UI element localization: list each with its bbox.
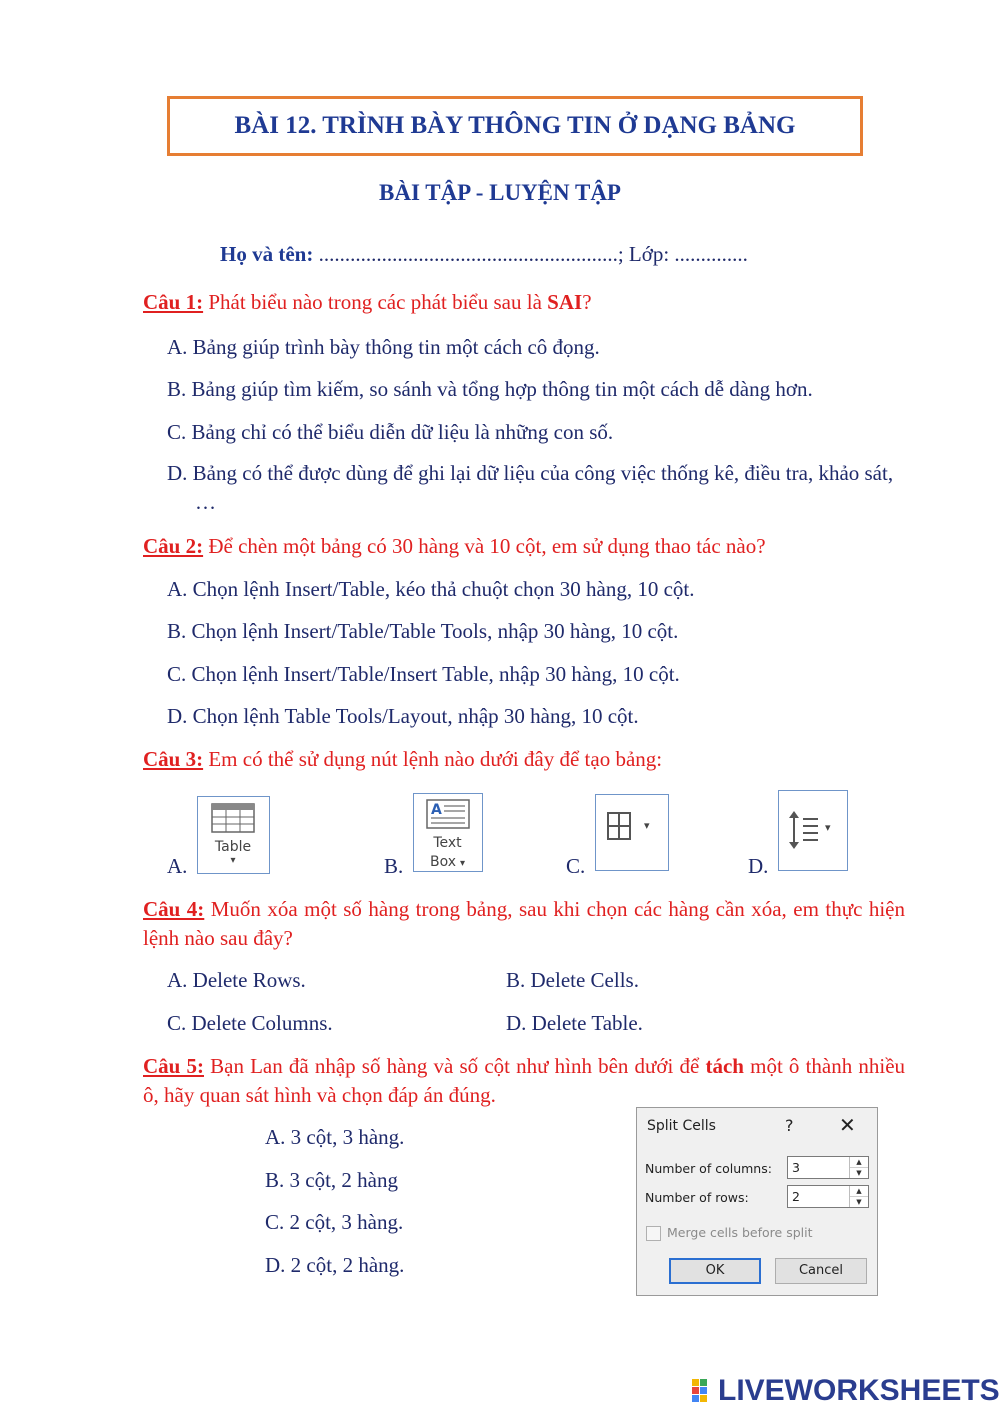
question-5 bbox=[143, 1052, 905, 1110]
q4-option-d[interactable]: D. Delete Table. bbox=[506, 1011, 643, 1035]
borders-icon bbox=[606, 811, 634, 843]
q4-option-c[interactable]: C. Delete Columns. bbox=[167, 1011, 333, 1035]
text-box-label-1: Text bbox=[433, 835, 462, 851]
question-5-label: Câu 5: bbox=[143, 1054, 204, 1078]
q1-option-a[interactable]: A. Bảng giúp trình bày thông tin một cách cô đọng. bbox=[167, 335, 600, 359]
q5-option-b[interactable]: B. 3 cột, 2 hàng bbox=[265, 1168, 398, 1192]
q5-option-d[interactable]: D. 2 cột, 2 hàng. bbox=[265, 1253, 405, 1277]
text-box-icon bbox=[426, 799, 470, 829]
table-icon bbox=[211, 803, 255, 833]
question-5-text: Bạn Lan đã nhập số hàng và số cột như hình bên dưới để bbox=[210, 1054, 700, 1078]
dialog-title: Split Cells bbox=[647, 1118, 716, 1134]
q1-option-c[interactable]: C. Bảng chỉ có thể biểu diễn dữ liệu là những con số. bbox=[167, 420, 614, 444]
question-5-text-end: một ô thành nhiều ô, hãy quan sát hình và chọn đáp án đúng. bbox=[143, 1054, 906, 1107]
q3-letter-c: C. bbox=[566, 854, 586, 878]
chevron-down-icon: ▾ bbox=[460, 858, 466, 869]
q1-option-b[interactable]: B. Bảng giúp tìm kiếm, so sánh và tổng hợp thông tin một cách dễ dàng hơn. bbox=[167, 377, 813, 401]
question-3-label: Câu 3: bbox=[143, 747, 204, 771]
title-box bbox=[167, 96, 863, 156]
split-cells-dialog bbox=[636, 1107, 878, 1296]
rows-spinner[interactable] bbox=[787, 1185, 869, 1208]
logo-icon bbox=[692, 1379, 716, 1403]
q2-option-d[interactable]: D. Chọn lệnh Table Tools/Layout, nhập 30 hàng, 10 cột. bbox=[167, 704, 639, 728]
q2-option-a[interactable]: A. Chọn lệnh Insert/Table, kéo thả chuột chọn 30 hàng, 10 cột. bbox=[167, 577, 695, 601]
question-2-label: Câu 2: bbox=[143, 534, 204, 558]
table-button-label: Table bbox=[214, 839, 252, 855]
merge-checkbox-label: Merge cells before split bbox=[667, 1225, 813, 1240]
rows-spin-arrows[interactable] bbox=[849, 1186, 868, 1207]
spin-up-icon[interactable]: ▲ bbox=[856, 1158, 862, 1166]
rows-value[interactable]: 2 bbox=[792, 1189, 800, 1204]
q3-letter-a: A. bbox=[167, 854, 188, 878]
subtitle: BÀI TẬP - LUYỆN TẬP bbox=[379, 180, 621, 205]
columns-spinner[interactable] bbox=[787, 1156, 869, 1179]
question-3-text: Em có thể sử dụng nút lệnh nào dưới đây để tạo bảng: bbox=[208, 747, 663, 771]
spin-down-icon[interactable]: ▼ bbox=[850, 1196, 868, 1207]
question-1 bbox=[143, 290, 592, 315]
ok-button[interactable]: OK bbox=[669, 1258, 761, 1284]
table-button[interactable] bbox=[197, 796, 270, 874]
columns-label: Number of columns: bbox=[645, 1161, 772, 1176]
borders-button[interactable] bbox=[595, 794, 669, 871]
text-box-label-2: Box bbox=[429, 854, 456, 870]
chevron-down-icon: ▾ bbox=[230, 855, 236, 866]
question-1-label: Câu 1: bbox=[143, 290, 204, 314]
chevron-down-icon: ▾ bbox=[644, 819, 650, 832]
rows-label: Number of rows: bbox=[645, 1190, 749, 1205]
cancel-button[interactable]: Cancel bbox=[775, 1258, 867, 1284]
line-spacing-icon bbox=[787, 809, 821, 853]
q4-option-b[interactable]: B. Delete Cells. bbox=[506, 968, 639, 992]
q3-letter-d: D. bbox=[748, 854, 769, 878]
q5-option-c[interactable]: C. 2 cột, 3 hàng. bbox=[265, 1210, 404, 1234]
question-1-text: Phát biểu nào trong các phát biểu sau là bbox=[208, 290, 542, 314]
name-line bbox=[220, 242, 748, 267]
q2-option-b[interactable]: B. Chọn lệnh Insert/Table/Table Tools, nhập 30 hàng, 10 cột. bbox=[167, 619, 679, 643]
question-3 bbox=[143, 747, 662, 772]
close-icon[interactable]: ✕ bbox=[839, 1113, 856, 1137]
spin-down-icon[interactable]: ▼ bbox=[850, 1167, 868, 1178]
text-box-label-row bbox=[414, 853, 481, 871]
q1-option-d[interactable]: D. Bảng có thể được dùng để ghi lại dữ liệu của công việc thống kê, điều tra, khảo sát, … bbox=[167, 461, 894, 514]
name-label: Họ và tên: bbox=[220, 242, 314, 266]
question-2-text: Để chèn một bảng có 30 hàng và 10 cột, em sử dụng thao tác nào? bbox=[208, 534, 766, 558]
spin-up-icon[interactable]: ▲ bbox=[856, 1187, 862, 1195]
question-1-text-end: ? bbox=[582, 290, 592, 314]
page-title: BÀI 12. TRÌNH BÀY THÔNG TIN Ở DẠNG BẢNG bbox=[234, 112, 796, 139]
name-blank[interactable]: .........................................................; Lớp: .............. bbox=[318, 242, 748, 266]
text-box-button[interactable] bbox=[413, 793, 483, 872]
q3-letter-b: B. bbox=[384, 854, 404, 878]
logo-text: LIVEWORKSHEETS bbox=[718, 1374, 1000, 1407]
q4-option-a[interactable]: A. Delete Rows. bbox=[167, 968, 306, 992]
question-5-emphasis: tách bbox=[705, 1054, 744, 1078]
q5-option-a[interactable]: A. 3 cột, 3 hàng. bbox=[265, 1125, 405, 1149]
columns-spin-arrows[interactable] bbox=[849, 1157, 868, 1178]
question-4-label: Câu 4: bbox=[143, 897, 205, 921]
chevron-down-icon: ▾ bbox=[825, 821, 831, 834]
question-2 bbox=[143, 534, 766, 559]
q2-option-c[interactable]: C. Chọn lệnh Insert/Table/Insert Table, nhập 30 hàng, 10 cột. bbox=[167, 662, 680, 686]
liveworksheets-logo bbox=[692, 1374, 1000, 1408]
svg-text:A: A bbox=[431, 802, 442, 818]
question-1-emphasis: SAI bbox=[547, 290, 583, 314]
merge-checkbox[interactable] bbox=[646, 1226, 661, 1241]
question-4-text: Muốn xóa một số hàng trong bảng, sau khi chọn các hàng cần xóa, em thực hiện lệnh nào sau đây? bbox=[143, 897, 906, 950]
help-icon[interactable]: ? bbox=[785, 1116, 794, 1135]
columns-value[interactable]: 3 bbox=[792, 1160, 800, 1175]
line-spacing-button[interactable] bbox=[778, 790, 848, 871]
question-4 bbox=[143, 895, 905, 953]
